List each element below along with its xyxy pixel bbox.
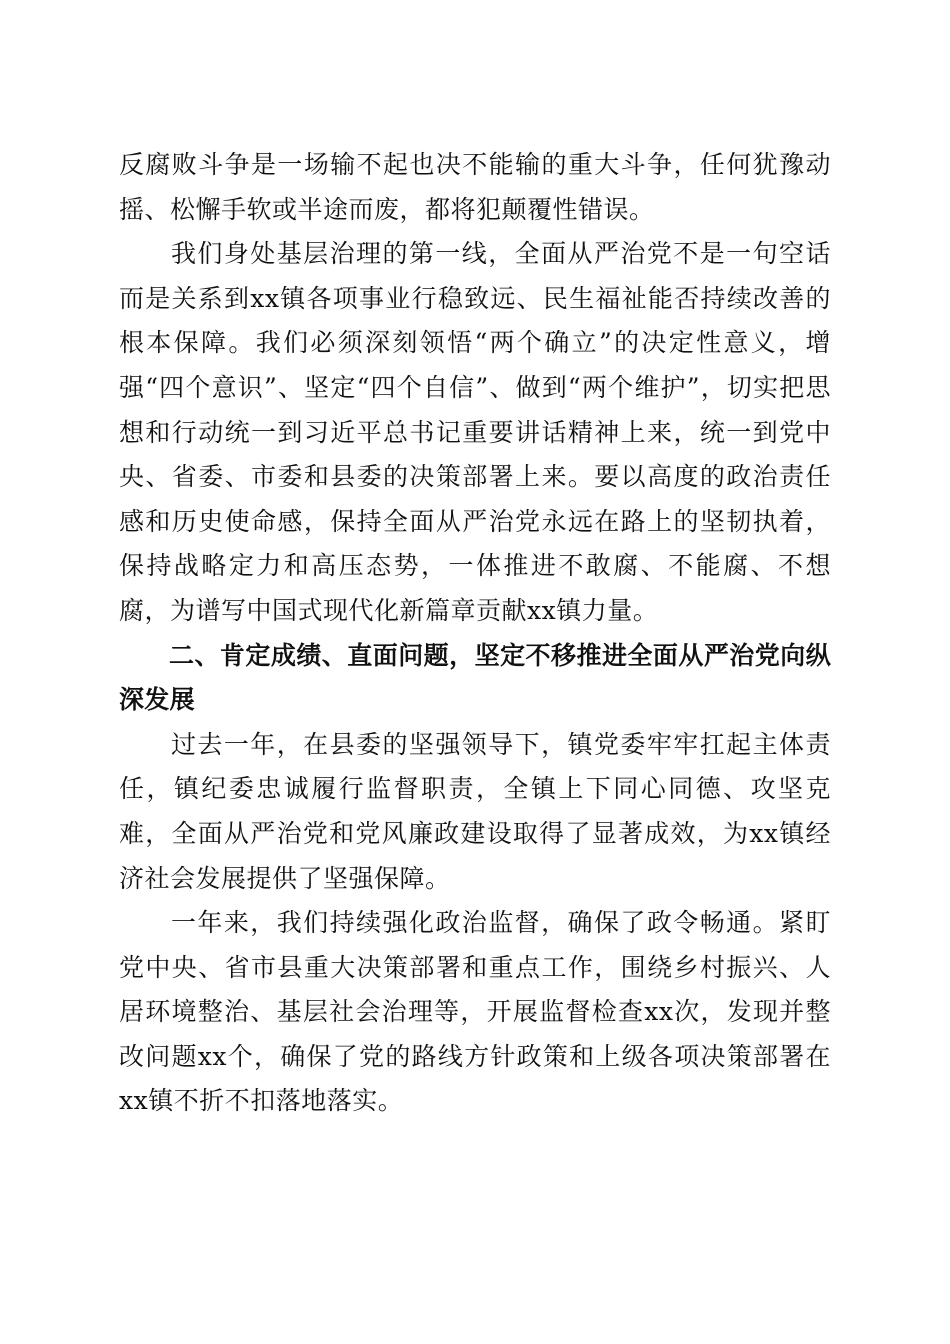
section-heading-two: 二、肯定成绩、直面问题，坚定不移推进全面从严治党向纵深发展 — [119, 640, 831, 715]
paragraph-anti-corruption: 反腐败斗争是一场输不起也决不能输的重大斗争，任何犹豫动摇、松懈手软或半途而废，都将犯颠覆性错误。 — [119, 150, 831, 224]
document-body — [119, 143, 831, 1124]
paragraph-past-year-results: 过去一年，在县委的坚强领导下，镇党委牢牢扛起主体责任，镇纪委忠诚履行监督职责，全镇上下同心同德、攻坚克难，全面从严治党和党风廉政建设取得了显著成效，为xx镇经济社会发展提供了坚强保障。 — [119, 729, 831, 893]
paragraph-political-supervision: 一年来，我们持续强化政治监督，确保了政令畅通。紧盯党中央、省市县重大决策部署和重点工作，围绕乡村振兴、人居环境整治、基层社会治理等，开展监督检查xx次，发现并整改问题xx个，确保了党的路线方针政策和上级各项决策部署在xx镇不折不扣落地落实。 — [119, 908, 831, 1116]
paragraph-grassroots-governance: 我们身处基层治理的第一线，全面从严治党不是一句空话而是关系到xx镇各项事业行稳致远、民生福祉能否持续改善的根本保障。我们必须深刻领悟“两个确立”的决定性意义，增强“四个意识”、坚定“四个自信”、做到“两个维护”，切实把思想和行动统一到习近平总书记重要讲话精神上来，统一到党中央、省委、市委和县委的决策部署上来。要以高度的政治责任感和历史使命感，保持全面从严治党永远在路上的坚韧执着，保持战略定力和高压态势，一体推进不敢腐、不能腐、不想腐，为谱写中国式现代化新篇章贡献xx镇力量。 — [119, 239, 831, 625]
